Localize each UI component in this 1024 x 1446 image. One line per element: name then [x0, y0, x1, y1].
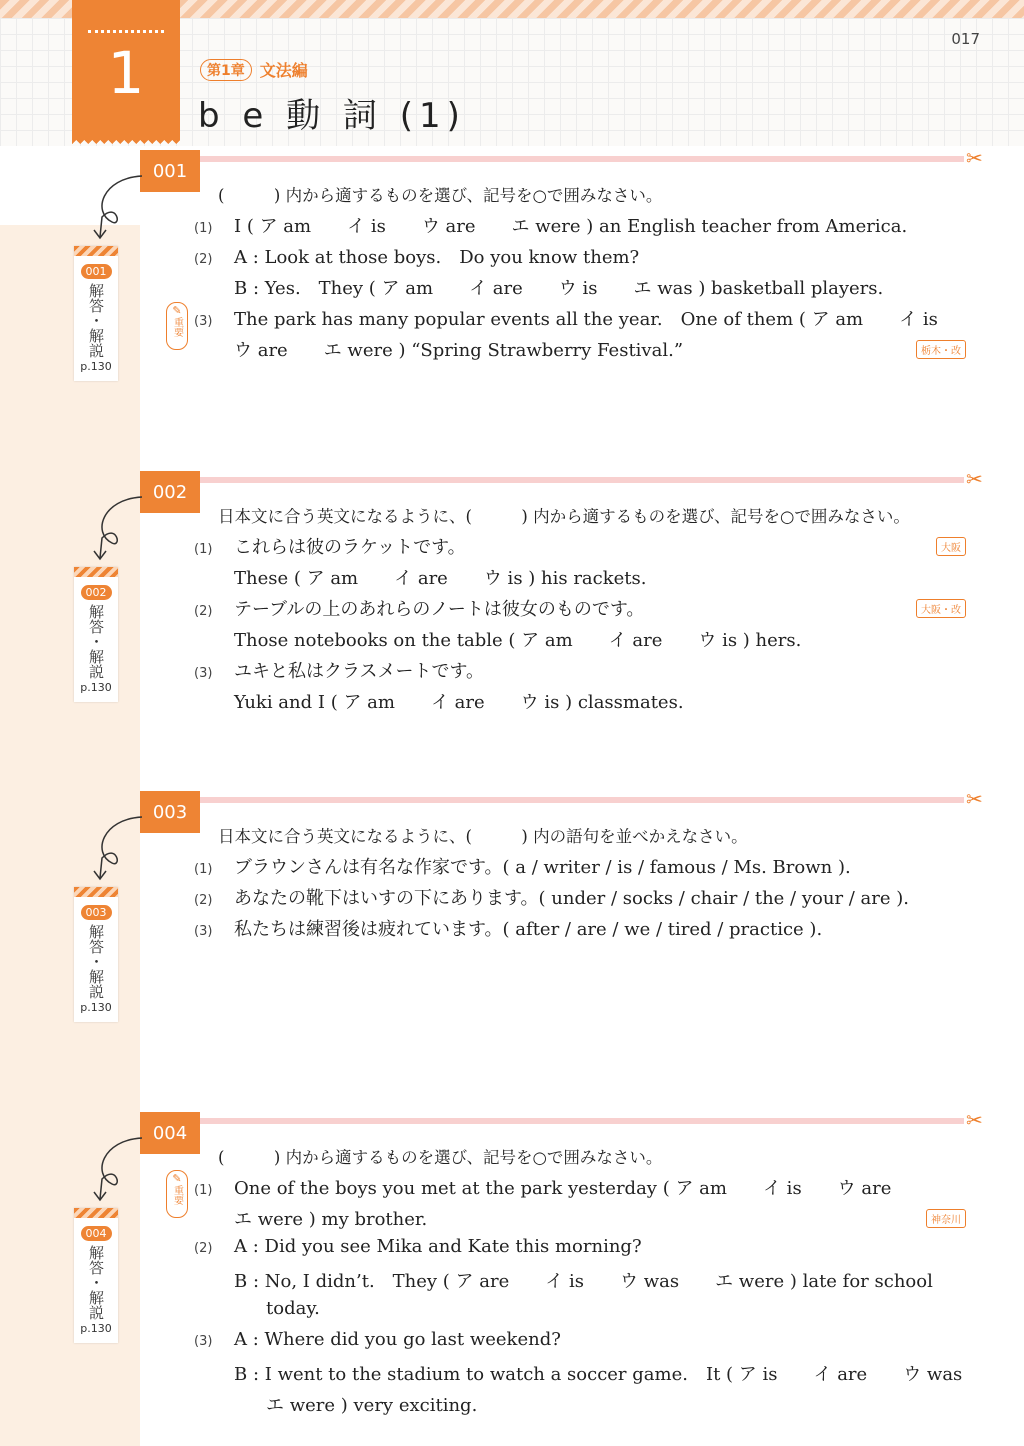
important-mark: ✎ 重要 — [166, 302, 188, 350]
item-line: today. — [266, 1298, 320, 1319]
curl-arrow-icon — [82, 493, 152, 563]
card-badge: 003 — [81, 905, 112, 920]
item-text: A : Where did you go last weekend? — [234, 1329, 561, 1350]
chapter-number: 1 — [107, 39, 145, 107]
card-stripe — [74, 887, 118, 897]
item-number: (2) — [194, 252, 213, 267]
answer-label: 解答・解説 — [87, 924, 105, 999]
card-stripe — [74, 1208, 118, 1218]
item-line: エ were ) my brother. — [234, 1209, 428, 1230]
item-line: Those notebooks on the table ( ア am イ are ウ is ) hers. — [234, 630, 802, 651]
item-number: (1) — [194, 1183, 213, 1198]
pencil-icon: ✎ — [172, 1172, 182, 1185]
page-number: 017 — [951, 30, 980, 48]
instruction: 日本文に合う英文になるように、( ) 内から適するものを選び、記号を○で囲みなさい。 — [218, 507, 910, 526]
chapter-tab — [72, 0, 180, 138]
item-number: (2) — [194, 1241, 213, 1256]
item-line — [194, 243, 639, 269]
item-number: (2) — [194, 893, 213, 908]
item-line: These ( ア am イ are ウ is ) his rackets. — [234, 568, 647, 589]
dots-decoration — [88, 30, 164, 33]
source-tag: 栃木・改 — [916, 340, 966, 359]
divider-line — [200, 1118, 964, 1124]
item-number: (2) — [194, 604, 213, 619]
item-line — [194, 657, 484, 683]
page-title: b e 動 詞 (1) — [198, 96, 466, 136]
card-badge: 004 — [81, 1226, 112, 1241]
divider-line — [200, 156, 964, 162]
item-text: The park has many popular events all the year. One of them ( ア am イ is — [234, 309, 938, 330]
item-text: A : Did you see Mika and Kate this morning? — [234, 1236, 642, 1257]
important-mark: ✎ 重要 — [166, 1170, 188, 1218]
item-line — [194, 212, 907, 238]
chapter-name: 文法編 — [259, 61, 308, 80]
answer-page: p.130 — [80, 1001, 112, 1014]
answer-page: p.130 — [80, 681, 112, 694]
question-number-tab: 004 — [140, 1112, 200, 1154]
question-number-tab: 003 — [140, 791, 200, 833]
answer-page: p.130 — [80, 360, 112, 373]
instruction: ( ) 内から適するものを選び、記号を○で囲みなさい。 — [218, 186, 663, 205]
item-text: 私たちは練習後は疲れています。( after / are / we / tired / practice ). — [234, 919, 823, 940]
item-line — [194, 915, 822, 941]
curl-arrow-icon — [82, 172, 152, 242]
question-number-tab: 002 — [140, 471, 200, 513]
source-tag: 大阪 — [936, 537, 966, 556]
item-text: テーブルの上のあれらのノートは彼女のものです。 — [234, 599, 645, 620]
item-text: ブラウンさんは有名な作家です。( a / writer / is / famous / Ms. Brown ). — [234, 857, 851, 878]
chapter-pill: 第1章 — [200, 59, 252, 81]
item-line — [194, 595, 644, 621]
scissors-icon: ✂ — [966, 146, 983, 170]
item-line: エ were ) very exciting. — [266, 1395, 478, 1416]
instruction: ( ) 内から適するものを選び、記号を○で囲みなさい。 — [218, 1148, 663, 1167]
answer-label: 解答・解説 — [87, 1245, 105, 1320]
item-number: (3) — [194, 1334, 213, 1349]
item-text: これらは彼のラケットです。 — [234, 537, 466, 558]
item-line — [194, 533, 466, 559]
source-tag: 神奈川 — [926, 1209, 966, 1228]
item-number: (1) — [194, 862, 213, 877]
card-badge: 002 — [81, 585, 112, 600]
card-badge: 001 — [81, 264, 112, 279]
item-line: ウ are エ were ) “Spring Strawberry Festival.” — [234, 340, 684, 361]
scissors-icon: ✂ — [966, 467, 983, 491]
answer-reference-card[interactable] — [74, 246, 118, 381]
answer-page: p.130 — [80, 1322, 112, 1335]
item-text: A : Look at those boys. Do you know them? — [234, 247, 640, 268]
divider-line — [200, 797, 964, 803]
scissors-icon: ✂ — [966, 787, 983, 811]
scissors-icon: ✂ — [966, 1108, 983, 1132]
answer-label: 解答・解説 — [87, 604, 105, 679]
item-line — [194, 305, 938, 331]
pencil-icon: ✎ — [172, 304, 182, 317]
question-number-tab: 001 — [140, 150, 200, 192]
chapter-label — [200, 58, 308, 81]
card-stripe — [74, 567, 118, 577]
curl-arrow-icon — [82, 1134, 152, 1204]
item-line — [194, 884, 909, 910]
item-number: (1) — [194, 221, 213, 236]
curl-arrow-icon — [82, 813, 152, 883]
instruction: 日本文に合う英文になるように、( ) 内の語句を並べかえなさい。 — [218, 827, 748, 846]
item-line — [194, 1174, 891, 1200]
answer-reference-card[interactable] — [74, 1208, 118, 1343]
item-number: (3) — [194, 666, 213, 681]
zigzag-edge — [72, 136, 180, 144]
item-number: (3) — [194, 924, 213, 939]
card-stripe — [74, 246, 118, 256]
item-text: あなたの靴下はいすの下にあります。( under / socks / chair / the / your / are ). — [234, 888, 910, 909]
item-line: B : No, I didn’t. They ( ア are イ is ウ was エ were ) late for school — [234, 1271, 933, 1292]
answer-label: 解答・解説 — [87, 283, 105, 358]
item-text: One of the boys you met at the park yesterday ( ア am イ is ウ are — [234, 1178, 892, 1199]
item-line: B : I went to the stadium to watch a soccer game. It ( ア is イ are ウ was — [234, 1364, 963, 1385]
answer-reference-card[interactable] — [74, 887, 118, 1022]
item-line — [194, 1236, 642, 1257]
item-line: B : Yes. They ( ア am イ are ウ is エ was ) basketball players. — [234, 278, 884, 299]
item-text: I ( ア am イ is ウ are エ were ) an English teacher from America. — [234, 216, 908, 237]
item-text: ユキと私はクラスメートです。 — [234, 661, 485, 682]
divider-line — [200, 477, 964, 483]
item-line — [194, 1329, 561, 1350]
item-number: (1) — [194, 542, 213, 557]
item-line: Yuki and I ( ア am イ are ウ is ) classmates. — [234, 692, 684, 713]
source-tag: 大阪・改 — [916, 599, 966, 618]
item-line — [194, 853, 851, 879]
answer-reference-card[interactable] — [74, 567, 118, 702]
item-number: (3) — [194, 314, 213, 329]
